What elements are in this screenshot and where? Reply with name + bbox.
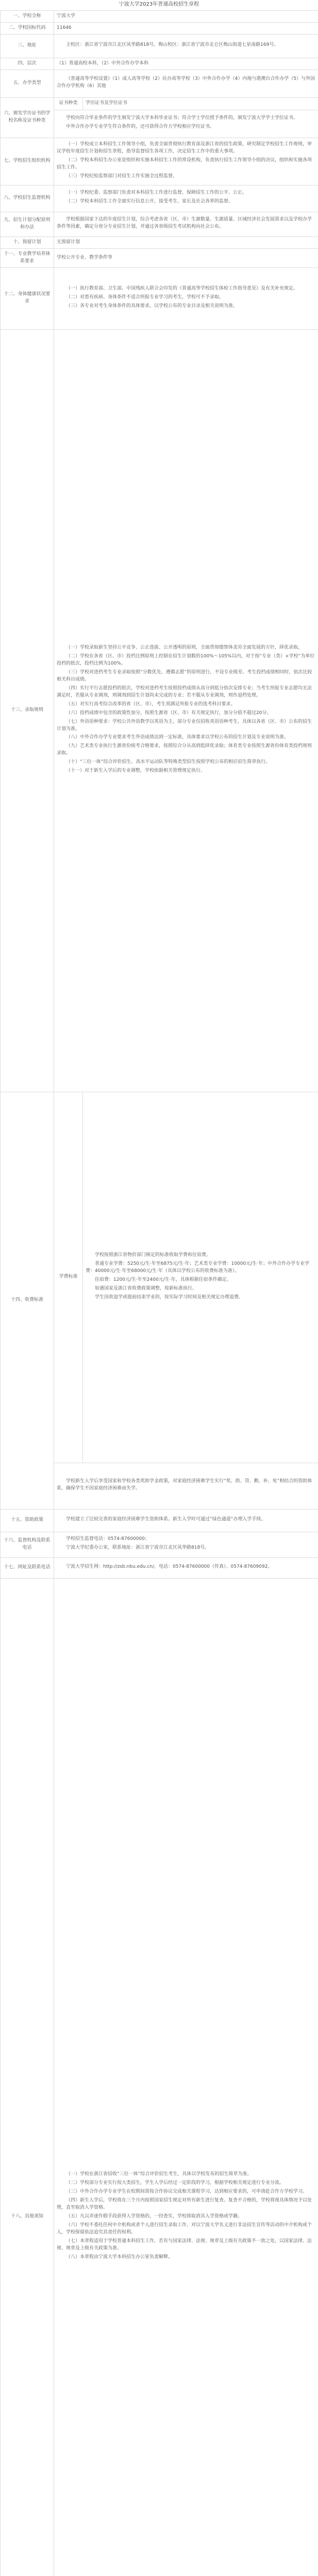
row-label: 十七、网址及联系电话 [1,1557,54,1578]
major-requirements-value: 学校公开专业、教学条件等 [54,248,318,267]
school-name-value: 宁波大学 [54,11,318,23]
row-label: 十三、录取规则 [1,329,54,1092]
supervision-line: （二）学校本科招生工作全面实行信息公开，接受考生、家长及社会各界的监督。 [66,199,233,205]
health-value [54,267,318,329]
contact-org-line: 学校招生监督电话：0574-87600000； [66,1536,149,1542]
row-other [1,1578,318,2576]
fees-extra-value [54,1463,318,1509]
other-line: （八）本章程由宁波大学本科招生办公室负责解释。 [66,2254,173,2260]
document-title: 宁波大学2023年普通高校招生章程 [119,2,199,7]
row-label: 六、颁发学历证书的学校名称及证书种类 [1,97,54,138]
row-fees [1,1092,318,1463]
row-level [1,58,318,70]
cert-line: 中外合作办学专业学生符合条件的，还可获得合作方学校相应学位证书。 [66,124,215,130]
row-label: 五、办学类型 [1,70,54,97]
row-admission [1,329,318,1092]
row-certificate [1,97,318,110]
contact-org-value [54,1532,318,1557]
supervision-line: （一）学校纪委、监察部门负责对本科招生工作进行监督，保障招生工作的公平、公正。 [66,190,247,196]
cert-line: 学校向符合毕业条件的学生颁发宁波大学本科毕业证书；符合学士学位授予条件的，颁发宁波大学学士学位证书。 [66,115,298,121]
admission-line: （七）外语语种要求：学校公共外语教学以英语为主，部分专业仅招收英语语种考生，具体以各省（区、市）公布的招生计划为准。 [57,719,312,732]
supervision-value [54,185,318,212]
row-label: 十一、专业教学培养体系要求 [1,248,54,267]
health-line: （三）各专业对考生身体条件的具体要求，以学校公布的专业目录及相关说明为准。 [66,303,238,309]
health-line: （二）对患有疾病、身体条件不适合所报专业学习的考生，学校可不予录取。 [66,294,224,300]
level-value: （1）普通高校本科，（2）中外合作办学本科 [54,58,318,70]
row-label: 十、预留计划 [1,236,54,248]
health-line: （一）执行教育部、卫生部、中国残疾人联合会印发的《普通高等学校招生体检工作指导意见》及有关补充规定。 [66,285,298,291]
other-line: （五）凡以弄虚作假手段获得入学资格的，一经查实，学校将取消其入学资格或学籍。 [66,2214,243,2219]
row-supervision [1,185,318,212]
admission-line: （三）学校对进档考生专业录取按照“分数优先、遵循志愿”的原则进行，不设专业级差。考生投档成绩相同时，依次比较相关科目成绩。 [57,669,312,682]
plan-value [54,212,318,236]
admission-value [54,329,318,1092]
admission-line: （一）学校录取新生坚持公平竞争、公正选拔、公开透明的原则，全面贯彻德智体美劳全面发展的方针，择优录取。 [66,645,303,651]
row-nature [1,70,318,97]
fees-line: 普通专业学费：5250元/生·年至6875元/生·年；艺术类专业学费：10000元/生·年；中外合作办学专业学费：40000元/生·年至68000元/生·年（具体以学校公布的收费标准为准）。 [86,1261,310,1274]
nature-line: 《普通高等学校设置》（1）成人高等学校（2）民办高等学校（3）中外合作办学（4）内地与港澳台合作办学（5）与外国合作办学机构（6）其他 [57,76,315,89]
fees-sub-label: 学费标准 [54,1092,83,1463]
other-line: （三）中外合作办学专业学生在校期间需按合作协议完成相关课程学习，达到相应要求的，可申请赴合作方学校学习。 [66,2189,308,2195]
row-major-requirements [1,248,318,267]
admission-line: （九）艺术类专业执行生源省份统考合格要求，按照综合分从高到低择优录取；体育类专业按照生源省份体育类投档规则录取。 [57,743,312,756]
other-line: （一）学校在浙江省招收“三位一体”综合评价招生考生，具体以学校发布的招生简章为准。 [66,2172,252,2177]
admission-line: （八）中外合作办学专业要求考生外语成绩达到一定标准，具体要求以学校公布的招生计划及专业说明为准。 [66,735,289,740]
row-school-name [1,11,318,23]
row-label: 七、学校招生组织机构 [1,138,54,185]
row-label: 十四、收费标准 [1,1092,54,1509]
row-aid [1,1509,318,1532]
admission-line: （十一）对于新生入学后的专业调整，学校依据相关管理规定执行。 [66,768,206,774]
aid-line: 学校建立了比较完善的家庭经济困难学生资助体系。新生入学时可通过“绿色通道”办理入学手续。 [66,1516,266,1522]
other-value [54,1578,318,2576]
other-line: （二）学校部分专业实行按大类招生，学生入学后经过一定阶段的学习，根据学校相关规定进行专业分流。 [66,2180,284,2186]
organization-value [54,138,318,185]
plan-line: 学校根据国家下达的年度招生计划，综合考虑各省（区、市）生源数量、生源质量、区域经济社会发展需求以及学校办学条件等因素，确定分省分专业招生计划，并通过各省级招生考试机构向社会公布。 [57,216,312,229]
row-health [1,267,318,329]
row-label: 四、层次 [1,58,54,70]
admission-rules-table [0,10,318,2576]
row-organization [1,138,318,185]
row-label: 十二、身体健康状况要求 [1,267,54,329]
contact-value [54,1557,318,1578]
admission-line: （二）学校在各省（区、市）投档比例原则上控制在招生计划数的100%～105%以内，对于按“专业（类）+学校”为单位投档的批次，投档比例为100%。 [57,654,315,666]
fees-line: 学校按照浙江省物价部门核定的标准收取学费和住宿费。 [95,1252,211,1258]
row-label: 八、学校招生监督机构 [1,185,54,212]
row-reserve [1,236,318,248]
row-plan [1,212,318,236]
contact-line: 宁波大学招生网：http://zsb.nbu.edu.cn/，电话：0574-87600000（传真）、0574-87609092。 [66,1564,273,1569]
fees-line: 住宿费：1200元/生·年至2400元/生·年，具体根据住宿条件确定。 [95,1277,231,1282]
contact-org-line: 宁波大学纪委办公室，联系地址：浙江省宁波市江北区风华路818号。 [66,1545,210,1551]
fees-line: 如遇国家及浙江省收费政策调整，按新标准执行。 [95,1285,197,1291]
row-label: 三、地址 [1,34,54,58]
cert-sub-label: 证书种类 [54,97,83,110]
nature-value [54,70,318,97]
aid-value [54,1509,318,1532]
row-contact-org [1,1532,318,1557]
admission-line: （六）投档成绩中包含的政策性加分，按照生源省（区、市）有关规定执行，加分分值不超过20分。 [66,710,272,716]
cert-sub-value: 学历证书及学位证书 [83,97,318,110]
other-line: （七）本章程适用于学校普通本科招生工作，若有与国家法律、法规、规章及上级有关政策不一致之处，以国家法律、法规、规章及上级有关政策为准。 [57,2238,312,2251]
row-label: 十六、监督机构及联系电话 [1,1532,54,1557]
admission-line: （五）对实行高考综合改革的省（区、市），考生须满足所报专业的选考科目要求。 [66,701,236,707]
row-label: 一、学校全称 [1,11,54,23]
org-line: （三）学校纪检监察部门对招生工作实施全过程监督。 [66,173,178,179]
admission-line: （四）实行平行志愿投档的批次，学校对进档考生按照投档成绩从高分到低分依次安排专业；当考生所报专业志愿均无法满足时，若服从专业调剂，则调剂到招生计划尚未完成的专业；若不服从专业调剂，则作退档处理。 [57,685,312,698]
other-line: （六）学校不委托任何中介机构或者个人进行招生录取工作，对以宁波大学名义进行非法招生宣传等活动的中介机构或个人，学校保留依法追究其责任的权利。 [57,2223,312,2235]
row-contact [1,1557,318,1578]
row-label: 二、学校国标代码 [1,22,54,34]
admission-line: （十）“三位一体”综合评价招生、高水平运动队等特殊类型招生按照学校公布的相应招生简章执行。 [66,759,271,765]
row-label: 十五、资助政策 [1,1509,54,1532]
row-address [1,34,318,58]
other-line: （四）新生入学后，学校将在三个月内按照国家招生规定对所有新生进行复查。复查不合格的，学校将视具体情况予以处理，直至取消入学资格。 [57,2198,312,2211]
address-value [54,34,318,58]
school-code-value: 11646 [54,22,318,34]
row-label: 九、招生计划分配原则和办法 [1,212,54,236]
org-line: （一）学校成立本科招生工作领导小组，负责全面贯彻执行教育部及浙江省的招生政策，研究制定学校招生工作规则，审议学校年度招生计划和招生章程，指导监督招生各项工作，决定招生工作中的重大事项。 [57,141,312,154]
address-line: 主校区：浙江省宁波市江北区风华路818号、梅山校区：浙江省宁波市北仑区梅山街道七星南路169号。 [66,42,279,47]
fees-value [83,1092,318,1463]
org-line: （二）学校本科招生办公室是组织和实施本科招生工作的常设机构，负责执行招生工作领导小组的决议，组织和实施各项招生工作。 [57,157,312,170]
fees-extra-line: 学校新生入学后享受国家和学校各类奖助学金政策，对家庭经济困难学生实行“奖、助、贷、勤、补、免”相结合的资助体系，确保学生不因家庭经济困难而失学。 [57,1478,312,1491]
cert-detail [54,110,318,138]
reserve-value: 无预留计划 [54,236,318,248]
row-label: 十八、其他须知 [1,1578,54,2576]
fees-line: 学生因故退学或提前结束学业的，按实际学习时间及相关规定办理退费。 [95,1294,244,1300]
row-school-code [1,22,318,34]
